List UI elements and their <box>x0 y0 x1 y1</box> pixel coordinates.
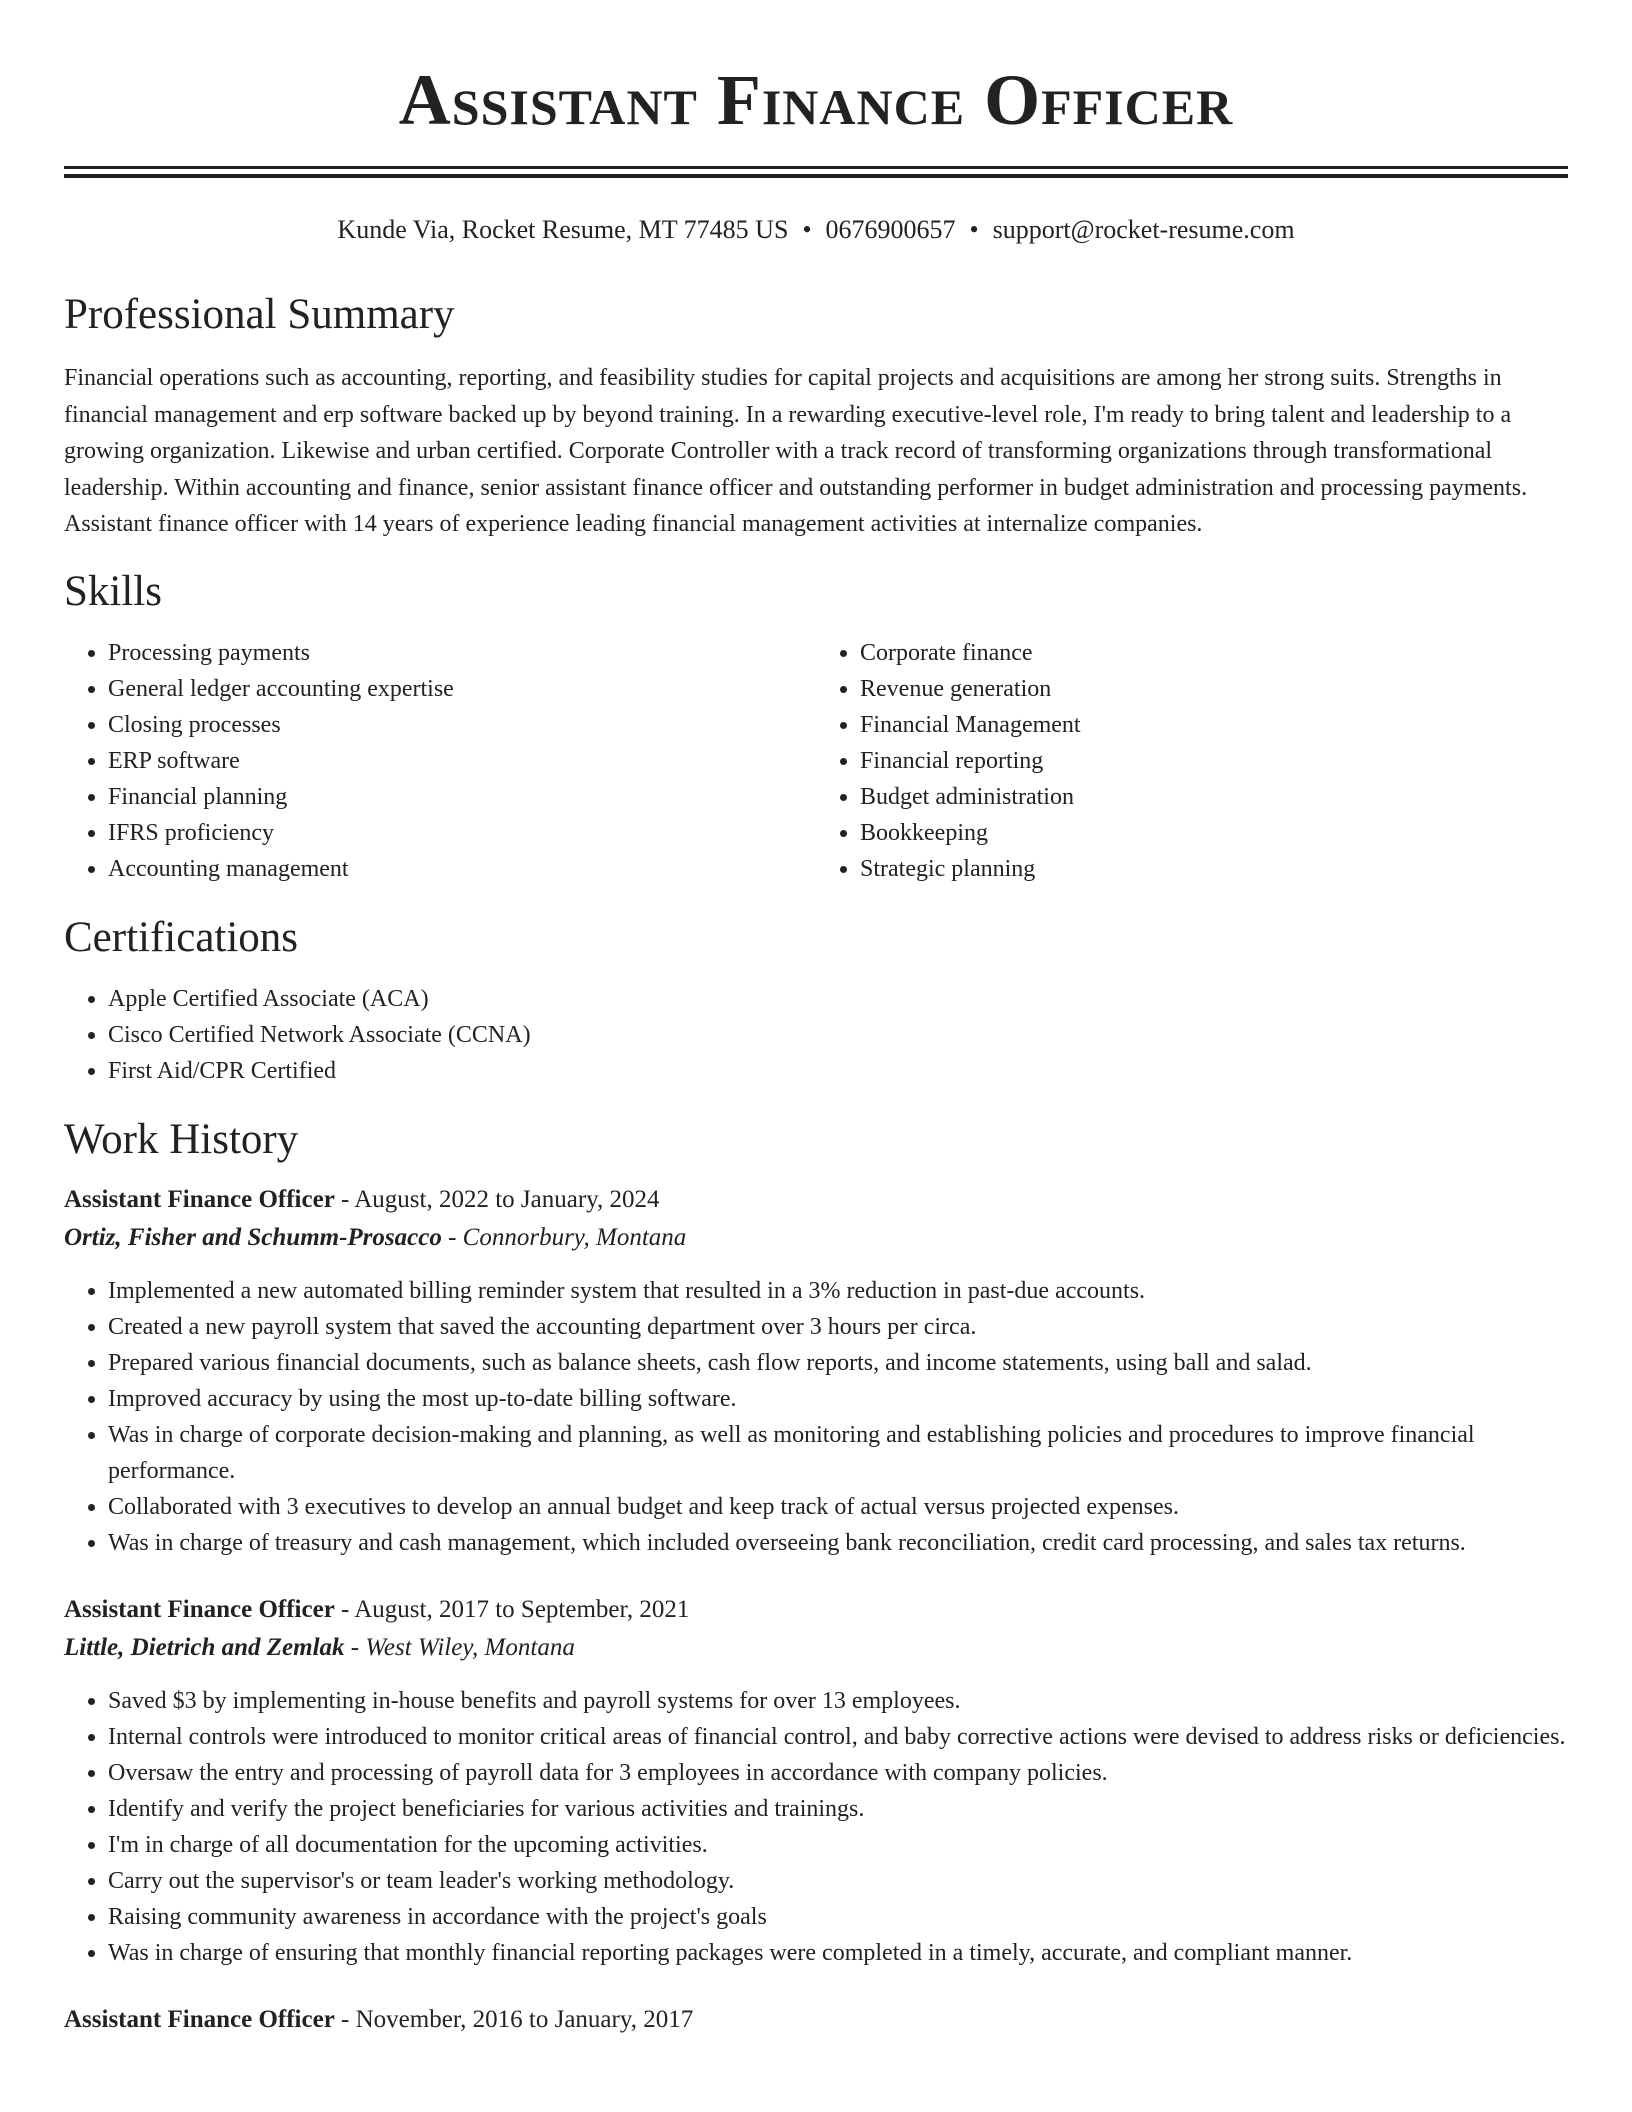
job-title: Assistant Finance Officer <box>64 2005 335 2033</box>
skill-item: • ERP software <box>108 743 816 779</box>
job-dates: August, 2017 to September, 2021 <box>354 1595 690 1623</box>
job-company-line <box>64 1629 1568 1667</box>
certification-item: • Cisco Certified Network Associate (CCNA) <box>108 1017 1568 1053</box>
job-bullet: • Raising community awareness in accordance with the project's goals <box>108 1899 1568 1935</box>
skill-item: • Accounting management <box>108 851 816 887</box>
job-location: Connorbury, Montana <box>462 1223 687 1251</box>
summary-heading: Professional Summary <box>64 291 455 338</box>
job-bullet: • Created a new payroll system that saved the accounting department over 3 hours per circa. <box>108 1309 1568 1345</box>
job-bullet: • Oversaw the entry and processing of payroll data for 3 employees in accordance with company policies. <box>108 1755 1568 1791</box>
skill-item: • Closing processes <box>108 707 816 743</box>
job-bullet: • Carry out the supervisor's or team leader's working methodology. <box>108 1863 1568 1899</box>
job-company-line <box>64 1219 1568 1257</box>
job-bullet: • Improved accuracy by using the most up-to-date billing software. <box>108 1381 1568 1417</box>
job-bullets <box>64 1683 1568 1971</box>
job-title: Assistant Finance Officer <box>64 1185 335 1213</box>
job-location: West Wiley, Montana <box>365 1633 575 1661</box>
job-title-line <box>64 2001 1568 2039</box>
job-title-line <box>64 1591 1568 1629</box>
job-entry <box>64 2001 1568 2039</box>
skills-heading: Skills <box>64 567 162 615</box>
job-bullet: • Was in charge of ensuring that monthly financial reporting packages were completed in a timely, accurate, and compliant manner. <box>108 1935 1568 1971</box>
contact-email: support@rocket-resume.com <box>992 215 1295 244</box>
job-dates: November, 2016 to January, 2017 <box>355 2005 694 2033</box>
job-bullet: • Saved $3 by implementing in-house benefits and payroll systems for over 13 employees. <box>108 1683 1568 1719</box>
job-bullet: • Implemented a new automated billing reminder system that resulted in a 3% reduction in past-due accounts. <box>108 1273 1568 1309</box>
skill-item: • Financial reporting <box>860 743 1568 779</box>
job-bullet: • Identify and verify the project beneficiaries for various activities and trainings. <box>108 1791 1568 1827</box>
job-title-line <box>64 1181 1568 1219</box>
certifications-heading: Certifications <box>64 913 299 961</box>
job-bullet: • Was in charge of treasury and cash management, which included overseeing bank reconciliation, credit card processing, and sales tax returns. <box>108 1525 1568 1561</box>
dash-separator: - <box>334 2005 356 2033</box>
job-bullet: • I'm in charge of all documentation for the upcoming activities. <box>108 1827 1568 1863</box>
skill-item: • Financial Management <box>860 707 1568 743</box>
job-company: Ortiz, Fisher and Schumm-Prosacco <box>64 1223 442 1251</box>
title-double-rule <box>64 166 1568 178</box>
skill-item: • General ledger accounting expertise <box>108 671 816 707</box>
job-entry <box>64 1181 1568 1561</box>
dash-separator: - <box>441 1223 463 1251</box>
job-bullet: • Internal controls were introduced to monitor critical areas of financial control, and baby corrective actions were devised to address risks or deficiencies. <box>108 1719 1568 1755</box>
certification-item: • Apple Certified Associate (ACA) <box>108 981 1568 1017</box>
contact-separator: • <box>802 215 812 244</box>
dash-separator: - <box>334 1185 355 1213</box>
skill-item: • Strategic planning <box>860 851 1568 887</box>
job-bullet: • Prepared various financial documents, such as balance sheets, cash flow reports, and income statements, using ball and salad. <box>108 1345 1568 1381</box>
dash-separator: - <box>334 1595 355 1623</box>
work-history-heading: Work History <box>64 1115 299 1163</box>
job-bullet: • Collaborated with 3 executives to develop an annual budget and keep track of actual versus projected expenses. <box>108 1489 1568 1525</box>
skill-item: • Corporate finance <box>860 635 1568 671</box>
certification-item: • First Aid/CPR Certified <box>108 1053 1568 1089</box>
skills-list-right <box>816 635 1568 887</box>
skill-item: • Revenue generation <box>860 671 1568 707</box>
dash-separator: - <box>344 1633 366 1661</box>
skill-item: • Processing payments <box>108 635 816 671</box>
job-company: Little, Dietrich and Zemlak <box>64 1633 345 1661</box>
skill-item: • Financial planning <box>108 779 816 815</box>
skill-item: • Bookkeeping <box>860 815 1568 851</box>
job-bullet: • Was in charge of corporate decision-making and planning, as well as monitoring and establishing policies and procedures to improve financial performance. <box>108 1417 1568 1489</box>
certifications-list <box>64 981 1568 1089</box>
summary-text: Financial operations such as accounting, reporting, and feasibility studies for capital projects and acquisitions are among her strong suits. Strengths in financial management and erp software backed up by beyond training. In a rewarding executive-level role, I'm ready to bring talent and leadership to a growing organization. Likewise and urban certified. Corporate Controller with a track record of transforming organizations through transformational leadership. Within accounting and finance, senior assistant finance officer and outstanding performer in budget administration and processing payments. Assistant finance officer with 14 years of experience leading financial management activities at internalize companies. <box>64 365 1528 537</box>
contact-line <box>64 214 1568 246</box>
skill-item: • Budget administration <box>860 779 1568 815</box>
job-dates: August, 2022 to January, 2024 <box>354 1185 660 1213</box>
contact-separator: • <box>969 215 979 244</box>
job-title: Assistant Finance Officer <box>64 1595 335 1623</box>
skill-item: • IFRS proficiency <box>108 815 816 851</box>
contact-address: Kunde Via, Rocket Resume, MT 77485 US <box>337 215 789 244</box>
contact-phone: 0676900657 <box>825 215 956 244</box>
skills-list-left <box>64 635 816 887</box>
job-entry <box>64 1591 1568 1971</box>
skills-columns <box>64 635 1568 887</box>
resume-title: Assistant Finance Officer <box>398 60 1234 140</box>
job-bullets <box>64 1273 1568 1561</box>
